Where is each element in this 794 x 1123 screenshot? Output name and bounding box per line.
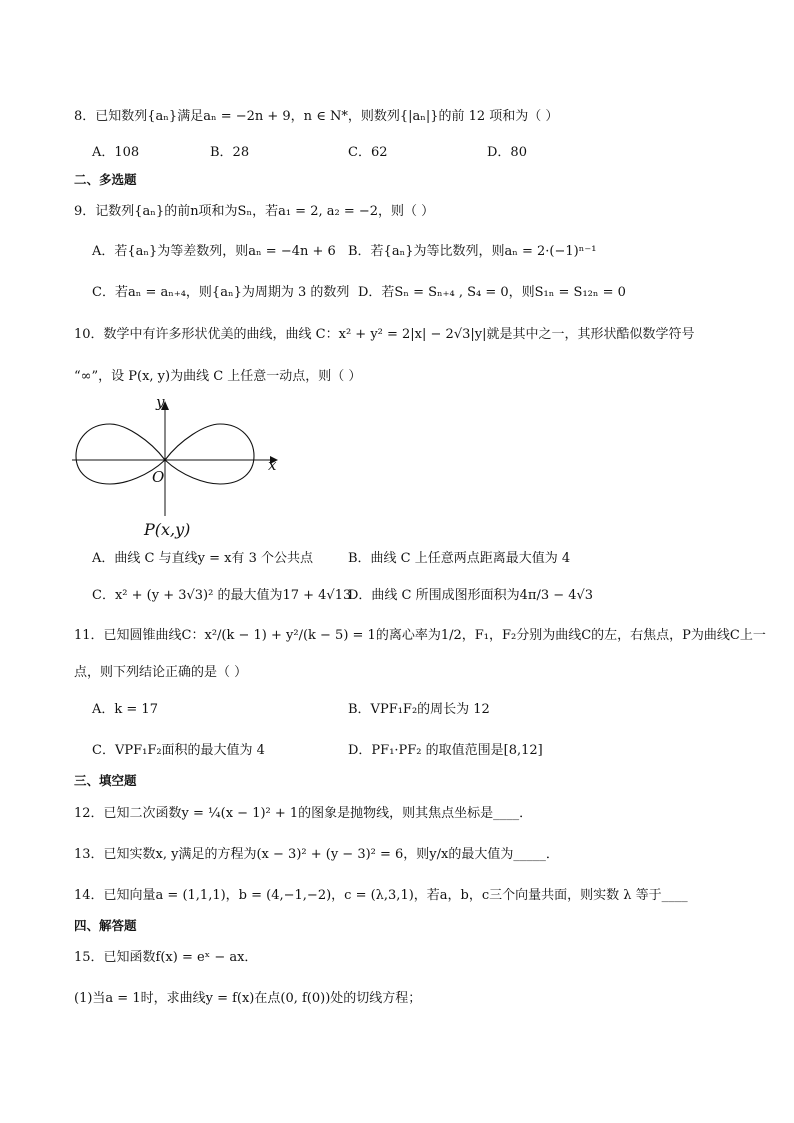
q13-stem: 13．已知实数x, y满足的方程为(x − 3)² + (y − 3)² = 6，则y/x的最大值为_____．	[74, 847, 559, 862]
q11-stem-line2: 点，则下列结论正确的是（ ）	[74, 665, 248, 680]
q11-stem-line1: 11．已知圆锥曲线C：x²/(k − 1) + y²/(k − 5) = 1的离心率为1/2，F₁，F₂分别为曲线C的左，右焦点，P为曲线C上一	[74, 628, 766, 643]
q8-stem: 8．已知数列{aₙ}满足aₙ = −2n + 9，n ∈ N*，则数列{|aₙ|}的前 12 项和为（ ）	[74, 109, 559, 124]
q10-stem-line2: “∞”，设 P(x, y)为曲线 C 上任意一动点，则（ ）	[74, 369, 362, 384]
q11-option-c: C．VPF₁F₂面积的最大值为 4	[92, 743, 265, 758]
q11-option-d: D．PF₁·PF₂ 的取值范围是[8,12]	[348, 743, 543, 758]
q10-stem-line1: 10．数学中有许多形状优美的曲线，曲线 C：x² + y² = 2|x| − 2√3|y|就是其中之一，其形状酷似数学符号	[74, 327, 695, 342]
q10-option-c: C．x² + (y + 3√3)² 的最大值为17 + 4√13	[92, 588, 352, 603]
q11-option-a: A．k = 17	[92, 702, 158, 717]
fig-point-label: P(x,y)	[144, 520, 191, 539]
section-heading-fill-in: 三、填空题	[74, 773, 137, 788]
q8-option-b: B．28	[210, 145, 250, 160]
q11-option-b: B．VPF₁F₂的周长为 12	[348, 702, 490, 717]
q8-option-a: A．108	[92, 145, 140, 160]
q15-stem: 15．已知函数f(x) = eˣ − ax．	[74, 950, 258, 965]
q14-stem: 14．已知向量a = (1,1,1)，b = (4,−1,−2)，c = (λ,3,1)，若a，b，c三个向量共面，则实数 λ 等于____	[74, 888, 688, 903]
q12-stem: 12．已知二次函数y = ¼(x − 1)² + 1的图象是抛物线，则其焦点坐标是____．	[74, 806, 533, 821]
q9-option-c: C．若aₙ = aₙ₊₄，则{aₙ}为周期为 3 的数列	[92, 285, 350, 300]
q8-option-d: D．80	[487, 145, 527, 160]
fig-origin-label: O	[152, 468, 165, 486]
q9-option-b: B．若{aₙ}为等比数列，则aₙ = 2·(−1)ⁿ⁻¹	[348, 244, 597, 259]
lemniscate-figure	[70, 393, 290, 546]
q9-option-d: D．若Sₙ = Sₙ₊₄ , S₄ = 0，则S₁ₙ = S₁₂ₙ = 0	[358, 285, 626, 300]
section-heading-multi-choice: 二、多选题	[74, 172, 137, 187]
fig-x-label: x	[268, 456, 277, 474]
q9-stem: 9．记数列{aₙ}的前n项和为Sₙ，若a₁ = 2, a₂ = −2，则（ ）	[74, 204, 435, 219]
curve-right-lobe	[165, 424, 254, 484]
q10-option-a: A．曲线 C 与直线y = x有 3 个公共点	[92, 551, 313, 566]
q8-option-c: C．62	[348, 145, 388, 160]
q9-option-a: A．若{aₙ}为等差数列，则aₙ = −4n + 6	[92, 244, 336, 259]
section-heading-solutions: 四、解答题	[74, 918, 137, 933]
q10-option-d: D．曲线 C 所围成图形面积为4π/3 − 4√3	[348, 588, 594, 603]
q10-option-b: B．曲线 C 上任意两点距离最大值为 4	[348, 551, 571, 566]
q15-subquestion-1: (1)当a = 1时，求曲线y = f(x)在点(0, f(0))处的切线方程；	[74, 991, 422, 1006]
fig-y-label: y	[156, 393, 165, 411]
